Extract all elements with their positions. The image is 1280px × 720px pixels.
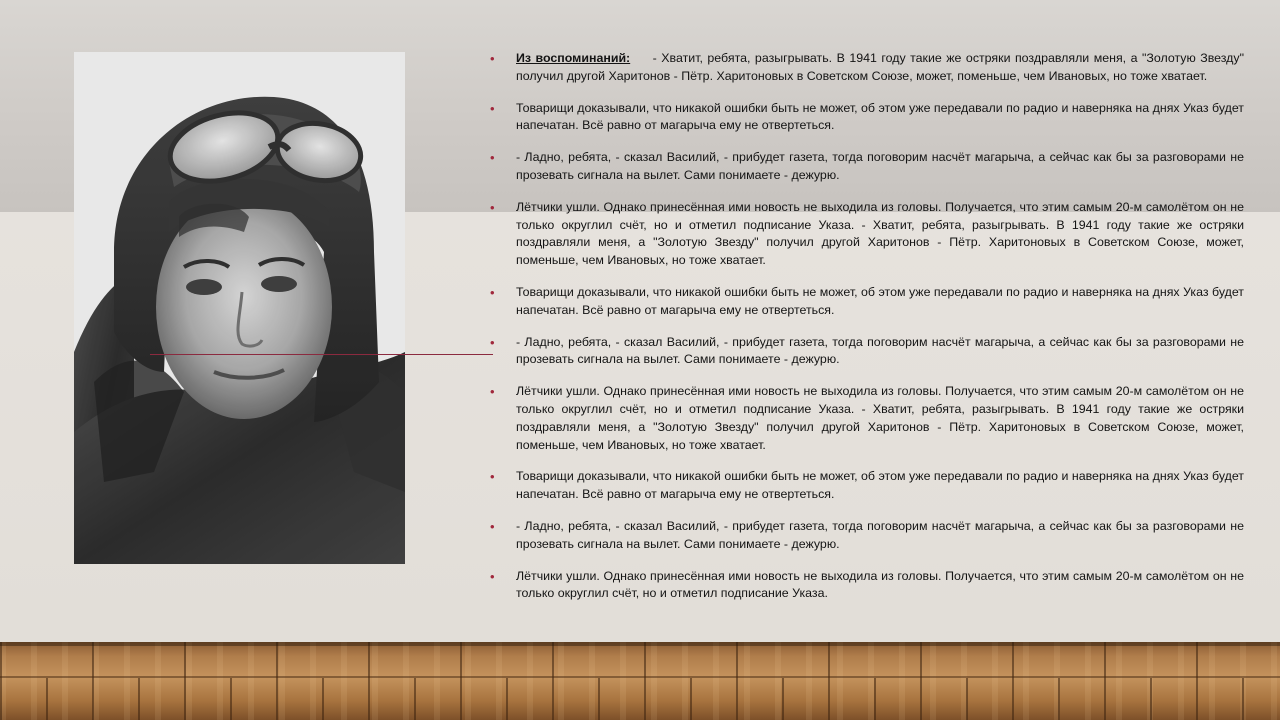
bullet-item xyxy=(490,100,1244,136)
bullet-item xyxy=(490,50,1244,86)
bullet-text: Товарищи доказывали, что никакой ошибки быть не может, об этом уже передавали по радио и наверняка на днях Указ будет напечатан. Всё равно от магарыча ему не отвертеться. xyxy=(516,284,1244,317)
bullet-dot-icon: • xyxy=(490,51,495,66)
bullet-item xyxy=(490,334,1244,370)
bullet-dot-icon: • xyxy=(490,334,495,350)
bullet-text: Лётчики ушли. Однако принесённая ими новость не выходила из головы. Получается, что этим самым 20-м самолётом он не только округлил счёт, но и отметил подписание Указа. - Хватит, ребята, разыгрывать. В 1941 году такие же остряки поздравляли меня, а "Золотую Звезду" получил другой Харитонов - Пётр. Харитоновых в Советском Союзе, может, поменьше, чем Ивановых, но тоже хватает. xyxy=(516,199,1244,268)
bullet-item xyxy=(490,518,1244,554)
bullet-dot-icon: • xyxy=(490,568,495,584)
bullet-dot-icon: • xyxy=(490,150,495,166)
connector-line xyxy=(150,354,493,355)
pilot-portrait-image xyxy=(74,52,405,564)
wooden-floor xyxy=(0,642,1280,720)
bullet-text: - Хватит, ребята, разыгрывать. В 1941 году такие же остряки поздравляли меня, а "Золотую Звезду" получил другой Харитонов - Пётр. Харитоновых в Советском Союзе, может, поменьше, чем Ивановых, но тоже хватает. xyxy=(516,51,1244,83)
memoir-heading: Из воспоминаний: xyxy=(516,51,631,65)
bullet-text: Товарищи доказывали, что никакой ошибки быть не может, об этом уже передавали по радио и наверняка на днях Указ будет напечатан. Всё равно от магарыча ему не отвертеться. xyxy=(516,469,1244,502)
bullet-item xyxy=(490,199,1244,270)
bullet-dot-icon: • xyxy=(490,100,495,116)
bullet-item xyxy=(490,468,1244,504)
bullet-item xyxy=(490,149,1244,185)
bullet-text: - Ладно, ребята, - сказал Василий, - прибудет газета, тогда поговорим насчёт магарыча, а сейчас как бы за разговорами не прозевать сигнала на вылет. Сами понимаете - дежурю. xyxy=(516,150,1244,182)
bullet-dot-icon: • xyxy=(490,518,495,534)
bullet-dot-icon: • xyxy=(490,199,495,215)
bullet-text: - Ладно, ребята, - сказал Василий, - прибудет газета, тогда поговорим насчёт магарыча, а сейчас как бы за разговорами не прозевать сигнала на вылет. Сами понимаете - дежурю. xyxy=(516,518,1244,551)
text-content xyxy=(490,50,1244,617)
bullet-text: Товарищи доказывали, что никакой ошибки быть не может, об этом уже передавали по радио и наверняка на днях Указ будет напечатан. Всё равно от магарыча ему не отвертеться. xyxy=(516,100,1244,133)
bullet-item xyxy=(490,568,1244,604)
bullet-dot-icon: • xyxy=(490,469,495,485)
bullet-text: - Ладно, ребята, - сказал Василий, - прибудет газета, тогда поговорим насчёт магарыча, а сейчас как бы за разговорами не прозевать сигнала на вылет. Сами понимаете - дежурю. xyxy=(516,334,1244,367)
bullet-item xyxy=(490,284,1244,320)
pilot-portrait-photo xyxy=(74,52,405,564)
bullet-text: Лётчики ушли. Однако принесённая ими новость не выходила из головы. Получается, что этим самым 20-м самолётом он не только округлил счёт, но и отметил подписание Указа. xyxy=(516,568,1244,601)
bullet-text: Лётчики ушли. Однако принесённая ими новость не выходила из головы. Получается, что этим самым 20-м самолётом он не только округлил счёт, но и отметил подписание Указа. - Хватит, ребята, разыгрывать. В 1941 году такие же остряки поздравляли меня, а "Золотую Звезду" получил другой Харитонов - Пётр. Харитоновых в Советском Союзе, может, поменьше, чем Ивановых, но тоже хватает. xyxy=(516,384,1244,452)
bullet-dot-icon: • xyxy=(490,384,495,400)
bullet-dot-icon: • xyxy=(490,284,495,300)
bullet-item xyxy=(490,383,1244,454)
